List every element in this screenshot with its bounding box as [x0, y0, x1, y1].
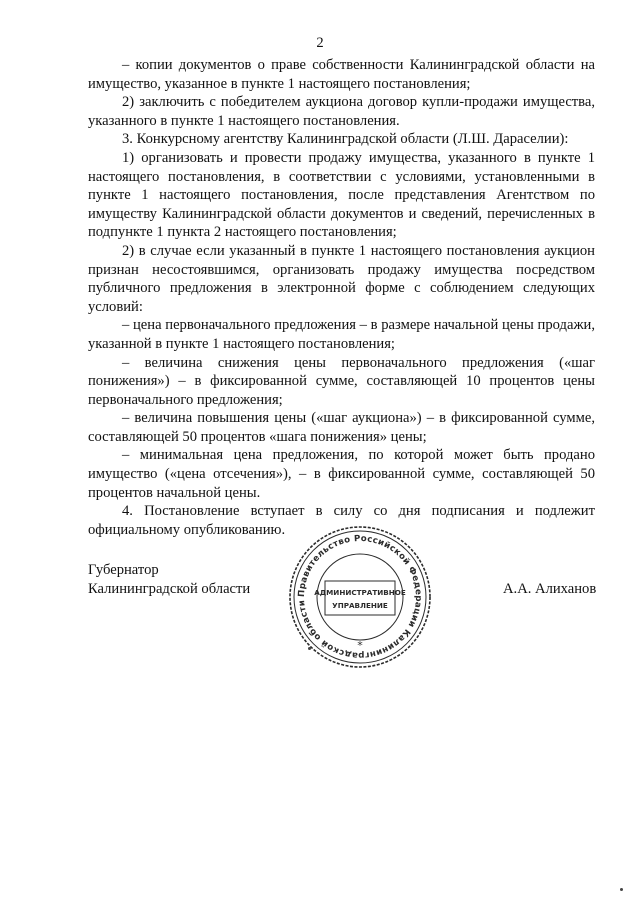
- paragraph-copies-of-documents: – копии документов о праве собственности Калининградской области на имущество, указанное в пункте 1 настоящего постановления;: [88, 57, 595, 92]
- paragraph-public-offer: 2) в случае если указанный в пункте 1 настоящего постановления аукцион признан несостоявшимся, организовать продажу имущества посредством публичного предложения в электронной форме с соблюдением следующих условий:: [88, 242, 595, 315]
- scan-artifact-dot: [308, 647, 311, 650]
- signatory-title: Губернатор: [88, 562, 159, 578]
- seal-star: *: [357, 639, 363, 652]
- paragraph-initial-price: – цена первоначального предложения – в размере начальной цены продажи, указанной в пункте 1 настоящего постановления;: [88, 317, 595, 352]
- seal-center-line1: АДМИНИСТРАТИВНОЕ: [314, 588, 406, 597]
- signatory-name: А.А. Алиханов: [503, 581, 597, 597]
- paragraph-competition-agency: 3. Конкурсному агентству Калининградской области (Л.Ш. Дараселии):: [122, 131, 569, 148]
- document-body: [88, 56, 595, 539]
- scan-artifact-dot: [620, 888, 623, 891]
- paragraph-entry-into-force: 4. Постановление вступает в силу со дня подписания и подлежит официальному опубликованию.: [88, 503, 595, 538]
- signatory-region: Калининградской области: [88, 581, 251, 597]
- paragraph-step-up: – величина повышения цены («шаг аукциона») – в фиксированной сумме, составляющей 50 процентов «шага понижения» цены;: [88, 410, 595, 445]
- seal-center-line2: УПРАВЛЕНИЕ: [332, 601, 388, 610]
- paragraph-minimum-price: – минимальная цена предложения, по которой может быть продано имущество («цена отсечения»), – в фиксированной сумме, составляющей 50 процентов начальной цены.: [88, 447, 595, 501]
- paragraph-organize-sale: 1) организовать и провести продажу имущества, указанного в пункте 1 настоящего постановления, в соответствии с условиями, установленными в пункте 1 настоящего постановления, после представления Агентством по имуществу Калининградской области документов и сведений, перечисленных в подпункте 1 пункта 2 настоящего постановления;: [88, 149, 595, 241]
- seal-outer-text: Правительство Российской Федерации Калининградской области: [296, 533, 424, 661]
- page-number: 2: [316, 35, 324, 51]
- paragraph-step-down: – величина снижения цены первоначального предложения («шаг понижения») – в фиксированной сумме, составляющей 10 процентов цены первоначального предложения;: [88, 354, 595, 408]
- signatory-position: [88, 561, 250, 599]
- paragraph-sale-contract: 2) заключить с победителем аукциона договор купли-продажи имущества, указанного в пункте 1 настоящего постановления.: [88, 94, 595, 129]
